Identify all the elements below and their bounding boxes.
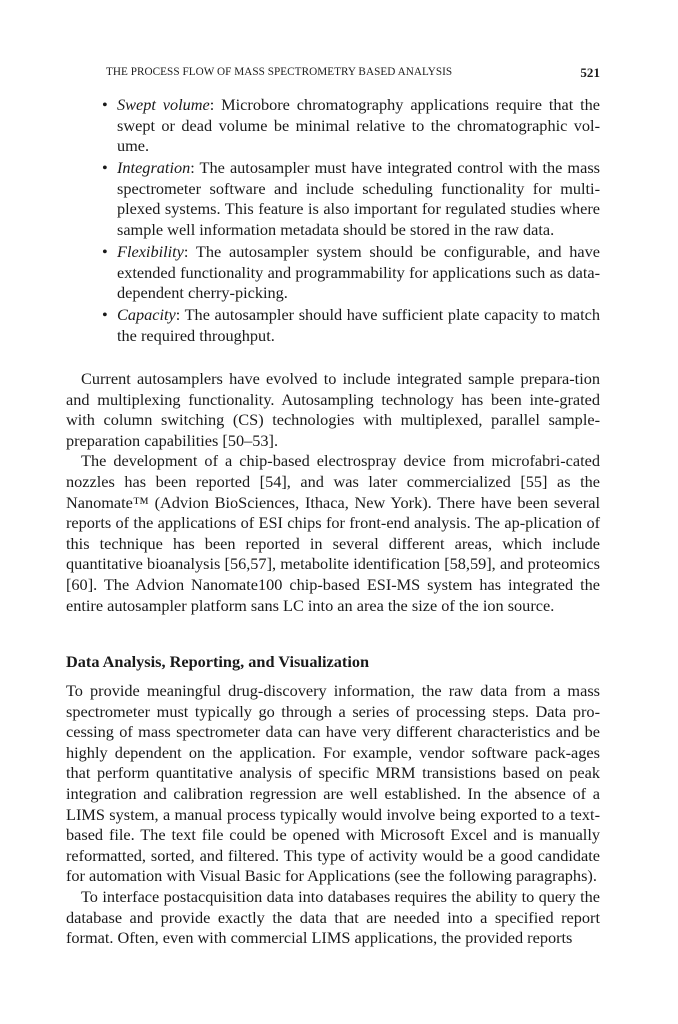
bullet-icon: •: [102, 158, 108, 178]
autosampler-paragraphs: [66, 369, 600, 616]
running-title: THE PROCESS FLOW OF MASS SPECTROMETRY BASED ANALYSIS: [106, 66, 453, 78]
bullet-term: Integration: [117, 158, 191, 178]
bullet-text: : The autosampler system should be configurable, and have extended functionality and programmability for applications such as data-dependent cherry-picking.: [117, 241, 600, 303]
paragraph-database-interface: To interface postacquisition data into databases requires the ability to query the database and provide exactly the data that are needed into a specified report format. Often, even with commercial LIMS applications, the provided reports: [66, 886, 600, 948]
paragraph-autosamplers: Current autosamplers have evolved to include integrated sample prepara-tion and multiplexing functionality. Autosampling technology has been inte-grated with column switching (CS) technologies with multiplexed, parallel sample-preparation capabilities [50–53].: [66, 369, 600, 450]
requirements-bullet-list: [66, 95, 600, 348]
bullet-item-integration: [66, 158, 600, 240]
page-number: 521: [580, 65, 600, 80]
bullet-item-swept-volume: [66, 95, 600, 157]
section-heading: Data Analysis, Reporting, and Visualization: [66, 652, 370, 671]
paragraph-chip-electrospray: The development of a chip-based electrospray device from microfabri-cated nozzles has been reported [54], and was later commercialized [55] as the Nanomate™ (Advion BioSciences, Ithaca, New York). There have been several reports of the applications of ESI chips for front-end analysis. The ap-plication of this technique has been reported in several different areas, which include quantitative bioanalysis [56,57], metabolite identification [58,59], and proteomics [60]. The Advion Nanomate100 chip-based ESI-MS system has integrated the entire autosampler platform sans LC into an area the size of the ion source.: [66, 451, 600, 615]
bullet-icon: •: [102, 305, 108, 325]
bullet-item-flexibility: [66, 242, 600, 304]
bullet-text: : The autosampler must have integrated control with the mass spectrometer software and include scheduling functionality for multi-plexed systems. This feature is also important for regulated studies where sample well information metadata should be stored in the raw data.: [117, 158, 600, 239]
paragraph-data-processing: To provide meaningful drug-discovery information, the raw data from a mass spectrometer must typically go through a series of processing steps. Data pro-cessing of mass spectrometer data can have very different characteristics and be highly dependent on the application. For example, vendor software pack-ages that perform quantitative analysis of specific MRM transistions based on peak integration and calibration regression are well established. In the absence of a LIMS system, a manual process typically would involve being exported to a text-based file. The text file could be opened with Microsoft Excel and is manually reformatted, sorted, and filtered. This type of activity would be a good candidate for automation with Visual Basic for Applications (see the following paragraphs).: [66, 681, 600, 886]
bullet-text: : Microbore chromatography applications require that the swept or dead volume be minimal relative to the chromatographic vol-ume.: [117, 95, 600, 156]
bullet-icon: •: [102, 241, 108, 261]
data-analysis-paragraphs: [66, 681, 600, 949]
bullet-term: Flexibility: [117, 241, 184, 261]
bullet-icon: •: [102, 95, 108, 114]
bullet-item-capacity: [66, 305, 600, 346]
bullet-term: Swept volume: [117, 95, 210, 114]
bullet-text: : The autosampler should have sufficient plate capacity to match the required throughput.: [117, 305, 600, 345]
bullet-term: Capacity: [117, 305, 176, 325]
